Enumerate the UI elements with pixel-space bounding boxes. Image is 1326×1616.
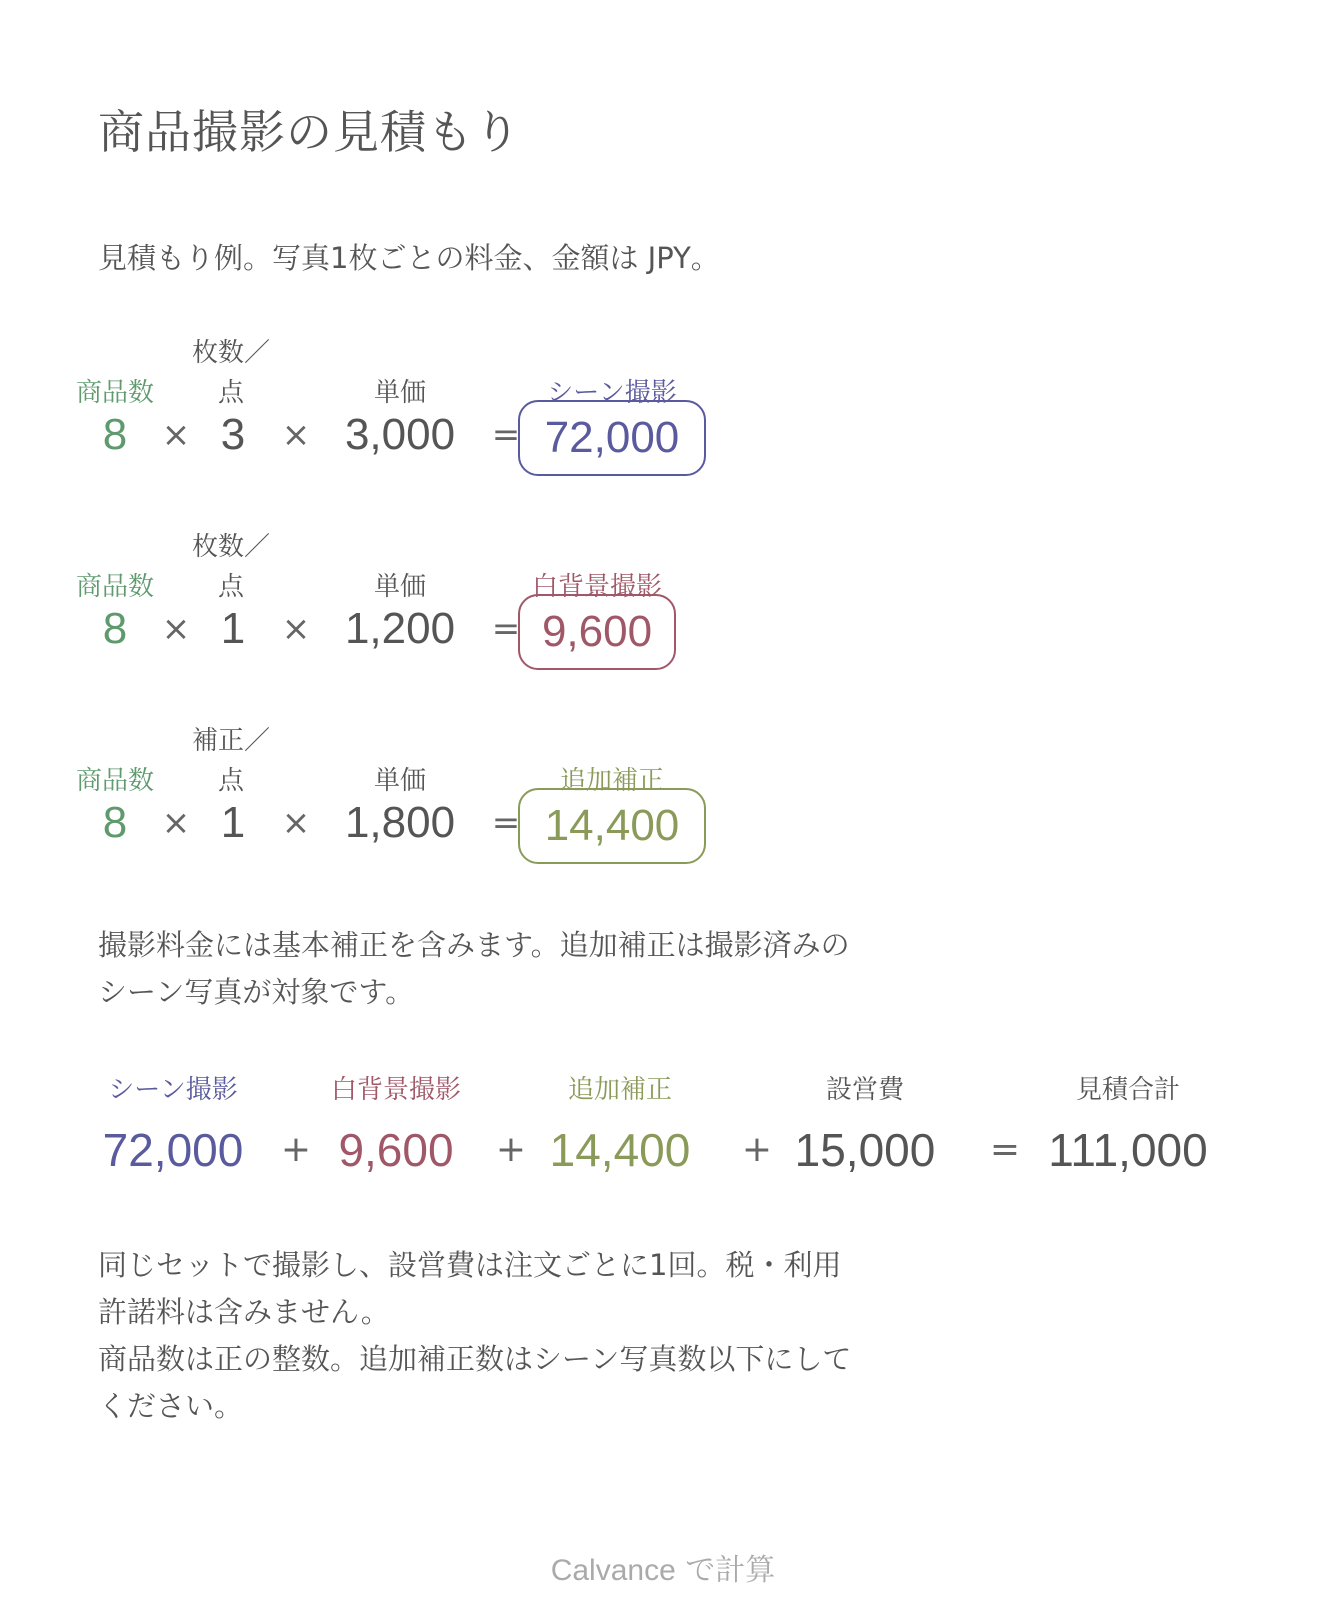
unit-price-label: 単価: [373, 766, 426, 796]
unit-price-label: 単価: [373, 572, 426, 602]
result-label: 追加補正: [559, 766, 664, 796]
times-operator: ×: [281, 803, 311, 843]
per-label: [186, 333, 276, 413]
equals-operator: =: [989, 1129, 1021, 1170]
qty-label: 商品数: [75, 572, 154, 602]
summary-total-label: 見積合計: [1075, 1075, 1180, 1105]
result-box-retouch: 14,400: [518, 788, 706, 864]
summary-total: [0, 1070, 1326, 1200]
times-operator: ×: [281, 609, 311, 649]
result-label: シーン撮影: [547, 378, 677, 408]
summary-total-value: 111,000: [1048, 1124, 1208, 1176]
per-label: [186, 527, 276, 607]
result-label: 白背景撮影: [531, 572, 662, 602]
calc-row-retouch: [0, 713, 760, 883]
qty-value: 8: [102, 604, 128, 653]
qty-label: 商品数: [75, 378, 154, 408]
calc-row-white-bg: [0, 519, 760, 689]
intro-text: 見積もり例。写真1枚ごとの料金、金額は JPY。: [98, 241, 720, 275]
note-line: ください。: [98, 1389, 244, 1423]
qty-value: 8: [102, 798, 128, 847]
equals-operator: =: [491, 803, 521, 843]
equals-operator: =: [491, 415, 521, 455]
summary-scene-label: シーン撮影: [108, 1075, 238, 1105]
unit-price-value: 1,800: [344, 798, 456, 847]
note-retouch-info: [98, 922, 938, 1016]
unit-price-value: 1,200: [344, 604, 456, 653]
per-label-line2: 点: [217, 766, 244, 796]
unit-price-label: 単価: [373, 378, 426, 408]
plus-operator: +: [741, 1129, 773, 1170]
summary-scene-value: 72,000: [102, 1124, 244, 1176]
page-title: 商品撮影の見積もり: [98, 105, 521, 159]
footer-brand: Calvance: [550, 1554, 676, 1587]
per-value: 3: [220, 410, 246, 459]
times-operator: ×: [281, 415, 311, 455]
qty-value: 8: [102, 410, 128, 459]
times-operator: ×: [161, 803, 191, 843]
summary-setup-value: 15,000: [794, 1124, 936, 1176]
calc-row-scene: [0, 325, 760, 495]
summary-setup-label: 設営費: [825, 1075, 904, 1105]
per-value: 1: [220, 604, 246, 653]
summary-retouch-value: 14,400: [549, 1124, 691, 1176]
summary-retouch-label: 追加補正: [567, 1075, 672, 1105]
times-operator: ×: [161, 609, 191, 649]
qty-label: 商品数: [75, 766, 154, 796]
per-label-line2: 点: [217, 378, 244, 408]
note-line: 商品数は正の整数。追加補正数はシーン写真数以下にして: [98, 1342, 852, 1376]
plus-operator: +: [280, 1129, 312, 1170]
times-operator: ×: [161, 415, 191, 455]
equals-operator: =: [491, 609, 521, 649]
footer-suffix: で計算: [675, 1553, 776, 1588]
result-box-white-bg: 9,600: [518, 594, 676, 670]
per-label-line1: 補正／: [191, 726, 270, 756]
per-label-line1: 枚数／: [191, 338, 270, 368]
summary-white-value: 9,600: [338, 1124, 454, 1176]
footer-credit: [0, 1545, 1326, 1589]
summary-white-label: 白背景撮影: [330, 1075, 461, 1105]
per-value: 1: [220, 798, 246, 847]
per-label-line2: 点: [217, 572, 244, 602]
unit-price-value: 3,000: [344, 410, 456, 459]
per-label: [186, 721, 276, 801]
per-label-line1: 枚数／: [191, 532, 270, 562]
note-line: シーン写真が対象です。: [98, 975, 415, 1009]
note-conditions: [98, 1242, 938, 1430]
result-box-scene: 72,000: [518, 400, 706, 476]
plus-operator: +: [495, 1129, 527, 1170]
note-line: 同じセットで撮影し、設営費は注文ごとに1回。税・利用: [98, 1248, 842, 1282]
note-line: 許諾料は含みません。: [98, 1295, 390, 1329]
note-line: 撮影料金には基本補正を含みます。追加補正は撮影済みの: [98, 928, 850, 962]
